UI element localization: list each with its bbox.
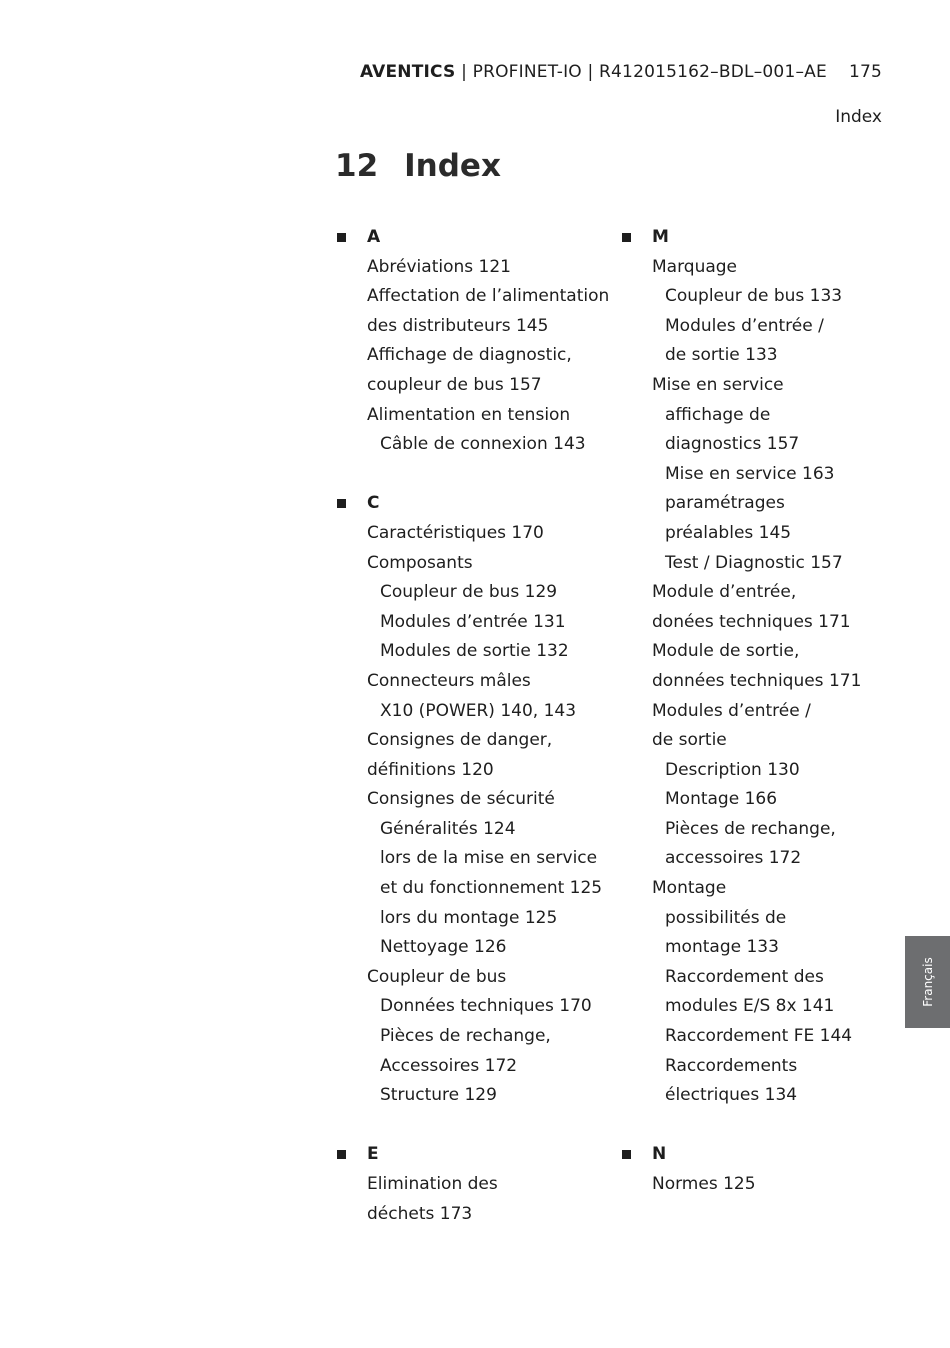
index-subentry: Mise en service 163 [665,463,835,484]
index-column-left [335,223,610,1259]
index-subentry: Montage 166 [665,789,778,810]
chapter-title [335,148,501,184]
page-number: 175 [848,62,882,82]
index-entry: de sortie [652,730,727,751]
index-entry: coupleur de bus 157 [367,374,542,395]
index-entry: définitions 120 [367,759,494,780]
index-entry: Coupleur de bus [367,966,507,987]
index-entry: Module de sortie, [652,641,800,662]
index-subentry: Description 130 [665,759,800,780]
index-subentry: accessoires 172 [665,848,802,869]
square-bullet-icon [337,233,346,242]
index-subentry: affichage de [665,404,771,425]
index-group-n [620,1140,890,1199]
index-subentry: Raccordement FE 144 [665,1026,853,1047]
chapter-number: 12 [335,148,379,184]
index-subentry: Nettoyage 126 [380,937,507,958]
header-separator: | [455,62,473,82]
index-subentry: modules E/S 8x 141 [665,996,835,1017]
index-subentry: Raccordement des [665,966,824,987]
index-subentry: X10 (POWER) 140, 143 [380,700,577,721]
index-letter-heading: A [335,223,605,253]
index-entry: Alimentation en tension [367,404,571,425]
index-subentry: électriques 134 [665,1085,798,1106]
index-subentry: Câble de connexion 143 [380,434,586,455]
chapter-heading: Index [404,148,501,184]
index-group-a [335,223,610,460]
index-subentry: Modules d’entrée / [665,315,824,336]
index-subentry: lors du montage 125 [380,907,558,928]
index-subentry: Coupleur de bus 133 [665,286,843,307]
index-subentry: Test / Diagnostic 157 [665,552,843,573]
index-subentry: préalables 145 [665,522,792,543]
index-entry: données techniques 171 [652,670,862,691]
square-bullet-icon [622,233,631,242]
index-subentry: et du fonctionnement 125 [380,878,603,899]
index-subentry: Pièces de rechange, [665,818,836,839]
index-subentry: possibilités de [665,907,787,928]
product-name: PROFINET-IO [472,62,582,82]
index-subentry: Généralités 124 [380,818,516,839]
index-subentry: paramétrages [665,493,785,514]
index-subentry: Raccordements [665,1055,798,1076]
index-group-c [335,489,605,1110]
index-entry: Normes 125 [652,1174,756,1194]
index-subentry: Structure 129 [380,1085,497,1106]
document-number: R412015162–BDL–001–AE [599,62,827,82]
index-letter-heading: E [335,1140,605,1170]
index-subentry: lors de la mise en service [380,848,598,869]
square-bullet-icon [337,499,346,508]
index-letter-heading: N [620,1140,890,1170]
index-group-m [620,223,890,1111]
index-subentry: Accessoires 172 [380,1055,518,1076]
index-subentry: Données techniques 170 [380,996,592,1017]
square-bullet-icon [337,1150,346,1159]
index-entry: Marquage [652,256,738,277]
index-entry: Composants [367,552,473,573]
index-subentry: de sortie 133 [665,345,778,366]
index-letter-heading: M [620,223,890,253]
index-subentry: diagnostics 157 [665,434,800,455]
language-tab [905,936,950,1028]
index-entry: des distributeurs 145 [367,315,549,336]
header-separator: | [581,62,600,82]
index-subentry: montage 133 [665,937,779,958]
index-entry: Affectation de l’alimentation [367,286,610,307]
index-entry: Connecteurs mâles [367,670,531,691]
index-column-right [620,223,890,1229]
brand-name: AVENTICS [359,62,456,82]
language-tab-label: Français [920,957,935,1007]
index-group-e [335,1140,605,1229]
index-entry: Modules d’entrée / [652,700,811,721]
index-subentry: Coupleur de bus 129 [380,582,558,603]
index-subentry: Pièces de rechange, [380,1026,551,1047]
index-subentry: Modules d’entrée 131 [380,611,566,632]
running-header [360,62,882,82]
index-subentry: Modules de sortie 132 [380,641,569,662]
index-entry: Elimination des [367,1174,498,1194]
index-entry: Consignes de danger, [367,730,553,751]
index-entry: déchets 173 [367,1203,473,1224]
index-letter-heading: C [335,489,605,519]
square-bullet-icon [622,1150,631,1159]
index-entry: Mise en service [652,374,784,395]
index-entry: Montage [652,878,727,899]
index-entry: Abréviations 121 [367,256,511,277]
index-entry: Consignes de sécurité [367,789,555,810]
index-entry: Caractéristiques 170 [367,522,544,543]
index-entry: Module d’entrée, [652,582,797,603]
section-label: Index [835,107,882,127]
index-entry: donées techniques 171 [652,611,851,632]
index-entry: Affichage de diagnostic, [367,345,572,366]
